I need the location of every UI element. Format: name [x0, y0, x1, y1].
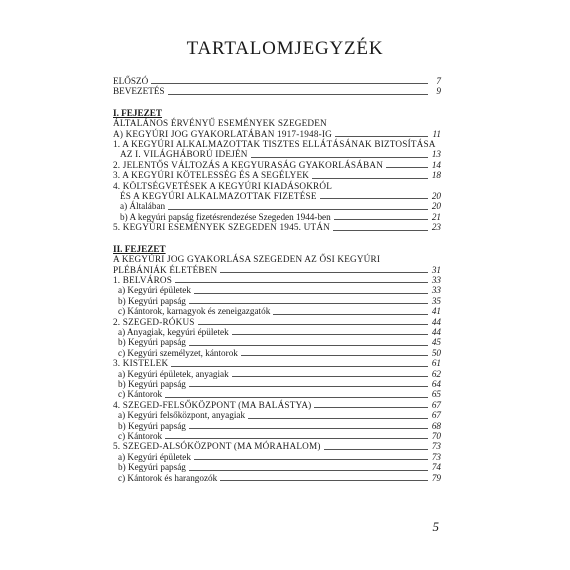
toc-page-number: 44: [431, 316, 441, 327]
dot-leader: [312, 178, 428, 179]
toc-entry[interactable]: 2. JELENTŐS VÁLTOZÁS A KEGYURASÁG GYAKORLÁSÁBAN 14: [113, 159, 441, 170]
dot-leader: [386, 167, 428, 168]
toc-entry[interactable]: 5. KEGYÚRI ESEMÉNYEK SZEGEDEN 1945. UTÁN 23: [113, 222, 441, 233]
toc-page-number: 79: [431, 472, 441, 483]
toc-entry-text: 2. SZEGED-RÓKUS: [113, 316, 195, 327]
dot-leader: [335, 136, 428, 137]
toc-entry-text: a) Kegyúri épületek: [118, 285, 191, 296]
dot-leader: [334, 219, 428, 220]
toc-entry[interactable]: b) A kegyúri papság fizetésrendezése Szegeden 1944-ben 21: [120, 211, 441, 222]
toc-entry-text: c) Kegyúri személyzet, kántorok: [118, 347, 238, 358]
toc-page-number: 41: [431, 306, 441, 317]
dot-leader: [220, 272, 428, 273]
dot-leader: [189, 470, 428, 471]
toc-entry-text: b) Kegyúri papság: [118, 420, 186, 431]
toc-page-number: 44: [431, 326, 441, 337]
toc-entry-text: c) Kántorok és harangozók: [118, 472, 218, 483]
dot-leader: [189, 303, 428, 304]
toc-entry[interactable]: 3. A KEGYÚRI KÖTELESSÉG ÉS A SEGÉLYEK 18: [113, 170, 441, 181]
toc-page-number: 35: [431, 295, 441, 306]
dot-leader: [232, 376, 428, 377]
toc-entry-text: b) Kegyúri papság: [118, 378, 186, 389]
toc-entry[interactable]: [113, 337, 441, 347]
dot-leader: [175, 282, 428, 283]
toc-entry[interactable]: [113, 431, 441, 441]
toc-page-number: 64: [431, 378, 441, 389]
dot-leader: [168, 94, 428, 95]
toc-entry[interactable]: [113, 275, 441, 285]
toc-entry-text: a) Kegyúri épületek: [118, 451, 191, 462]
toc-entry[interactable]: [113, 369, 441, 379]
toc-entry[interactable]: [113, 327, 441, 337]
page-number: 5: [432, 519, 439, 534]
dot-leader: [333, 230, 428, 231]
dot-leader: [165, 438, 428, 439]
toc-entry[interactable]: 4. KÖLTSÉGVETÉSEK A KEGYÚRI KIADÁSOKRÓL: [113, 180, 333, 191]
toc-page-number: 73: [431, 451, 441, 462]
toc-entry[interactable]: A) KEGYÚRI JOG GYAKORLATÁBAN 1917-1948-IG 11: [113, 128, 441, 139]
toc-entry-preface[interactable]: [113, 76, 441, 86]
toc-entry[interactable]: [113, 389, 441, 399]
toc-page-number: 70: [431, 431, 441, 441]
toc-entry[interactable]: [113, 473, 441, 483]
toc-entry[interactable]: [113, 358, 441, 368]
toc-page-number: 73: [431, 441, 441, 452]
toc-page-number: 74: [431, 462, 441, 473]
toc-entry[interactable]: [113, 410, 441, 420]
toc-entry[interactable]: [113, 421, 441, 431]
toc-entry-text: b) Kegyúri papság: [118, 295, 186, 306]
dot-leader: [171, 366, 428, 367]
toc-page-number: 45: [431, 337, 441, 348]
toc-entry[interactable]: [113, 317, 441, 327]
toc-entry[interactable]: ÉS A KEGYÚRI ALKALMAZOTTAK FIZETÉSE 20: [120, 191, 441, 202]
toc-page-number: 61: [431, 358, 441, 369]
toc-page-number: 62: [431, 368, 441, 379]
toc-page-number: 7: [436, 76, 441, 86]
dot-leader: [189, 428, 428, 429]
toc-entry-text: b) Kegyúri papság: [118, 337, 186, 348]
chapter-1-title: ÁLTALÁNOS ÉRVÉNYŰ ESEMÉNYEK SZEGEDEN: [113, 118, 327, 129]
toc-entry[interactable]: AZ I. VILÁGHÁBORÚ IDEJÉN 13: [120, 149, 441, 160]
toc-entry-text: a) Kegyúri épületek, anyagiak: [118, 368, 229, 379]
dot-leader: [189, 345, 428, 346]
toc-entry[interactable]: [113, 285, 441, 295]
toc-page-number: 33: [431, 274, 441, 285]
dot-leader: [324, 449, 428, 450]
dot-leader: [165, 397, 428, 398]
chapter-2-label: II. FEJEZET: [113, 243, 166, 254]
toc-entry[interactable]: [113, 296, 441, 306]
toc-entry-text: 4. SZEGED-FELSŐKÖZPONT (MA BALÁSTYA): [113, 399, 312, 410]
toc-entry-text: a) Anyagiak, kegyúri épületek: [118, 326, 229, 337]
toc-page-number: 65: [431, 389, 441, 400]
dot-leader: [273, 314, 428, 315]
toc-entry-text: b) Kegyúri papság: [118, 462, 186, 473]
dot-leader: [241, 355, 428, 356]
dot-leader: [198, 324, 428, 325]
toc-entry-text: ELŐSZÓ: [113, 76, 149, 86]
toc-entry-introduction[interactable]: [113, 86, 441, 96]
toc-entry-text: a) Kegyúri felsőközpont, anyagiak: [118, 410, 246, 421]
dot-leader: [168, 209, 428, 210]
toc-page-number: 50: [431, 347, 441, 358]
dot-leader: [220, 480, 428, 481]
toc-entry-text: c) Kántorok, karnagyok és zeneigazgatók: [118, 306, 271, 317]
toc-entry-text: c) Kántorok: [118, 431, 163, 441]
toc-page-number: 33: [431, 285, 441, 296]
toc-entry-text: 3. KISTELEK: [113, 358, 169, 369]
toc-entry-text: BEVEZETÉS: [113, 86, 165, 97]
dot-leader: [251, 157, 428, 158]
toc-entry[interactable]: [113, 452, 441, 462]
dot-leader: [232, 334, 428, 335]
toc-entry-text: 5. SZEGED-ALSÓKÖZPONT (MA MÓRAHALOM): [113, 441, 321, 452]
dot-leader: [194, 293, 428, 294]
toc-page-number: 67: [431, 399, 441, 410]
toc-page-number: 9: [436, 86, 441, 97]
dot-leader: [320, 198, 428, 199]
toc-entry-text: c) Kántorok: [118, 389, 163, 400]
dot-leader: [151, 83, 428, 84]
dot-leader: [248, 418, 428, 419]
dot-leader: [194, 459, 428, 460]
toc-entry[interactable]: 1. A KEGYÚRI ALKALMAZOTTAK TISZTES ELLÁTÁSÁNAK BIZTOSÍTÁSA: [113, 139, 436, 150]
toc-entry[interactable]: [113, 348, 441, 358]
toc-entry[interactable]: [113, 306, 441, 316]
table-of-contents: [113, 76, 441, 483]
chapter-2-title-entry[interactable]: PLÉBÁNIÁK ÉLETÉBEN 31: [113, 264, 441, 275]
dot-leader: [189, 386, 428, 387]
toc-entry[interactable]: [113, 462, 441, 472]
toc-entry[interactable]: [113, 400, 441, 410]
chapter-2-entries: [113, 275, 441, 483]
toc-page-number: 68: [431, 420, 441, 431]
toc-entry[interactable]: a) Általában 20: [120, 201, 441, 212]
toc-entry-text: 1. BELVÁROS: [113, 274, 173, 285]
toc-page-number: 67: [431, 410, 441, 421]
page-title: TARTALOMJEGYZÉK: [186, 38, 384, 59]
dot-leader: [314, 407, 428, 408]
chapter-2-title: A KEGYÚRI JOG GYAKORLÁSA SZEGEDEN AZ ŐSI KEGYÚRI: [113, 254, 381, 265]
toc-entry[interactable]: [113, 441, 441, 451]
chapter-1-label: I. FEJEZET: [113, 107, 163, 118]
toc-entry[interactable]: [113, 379, 441, 389]
